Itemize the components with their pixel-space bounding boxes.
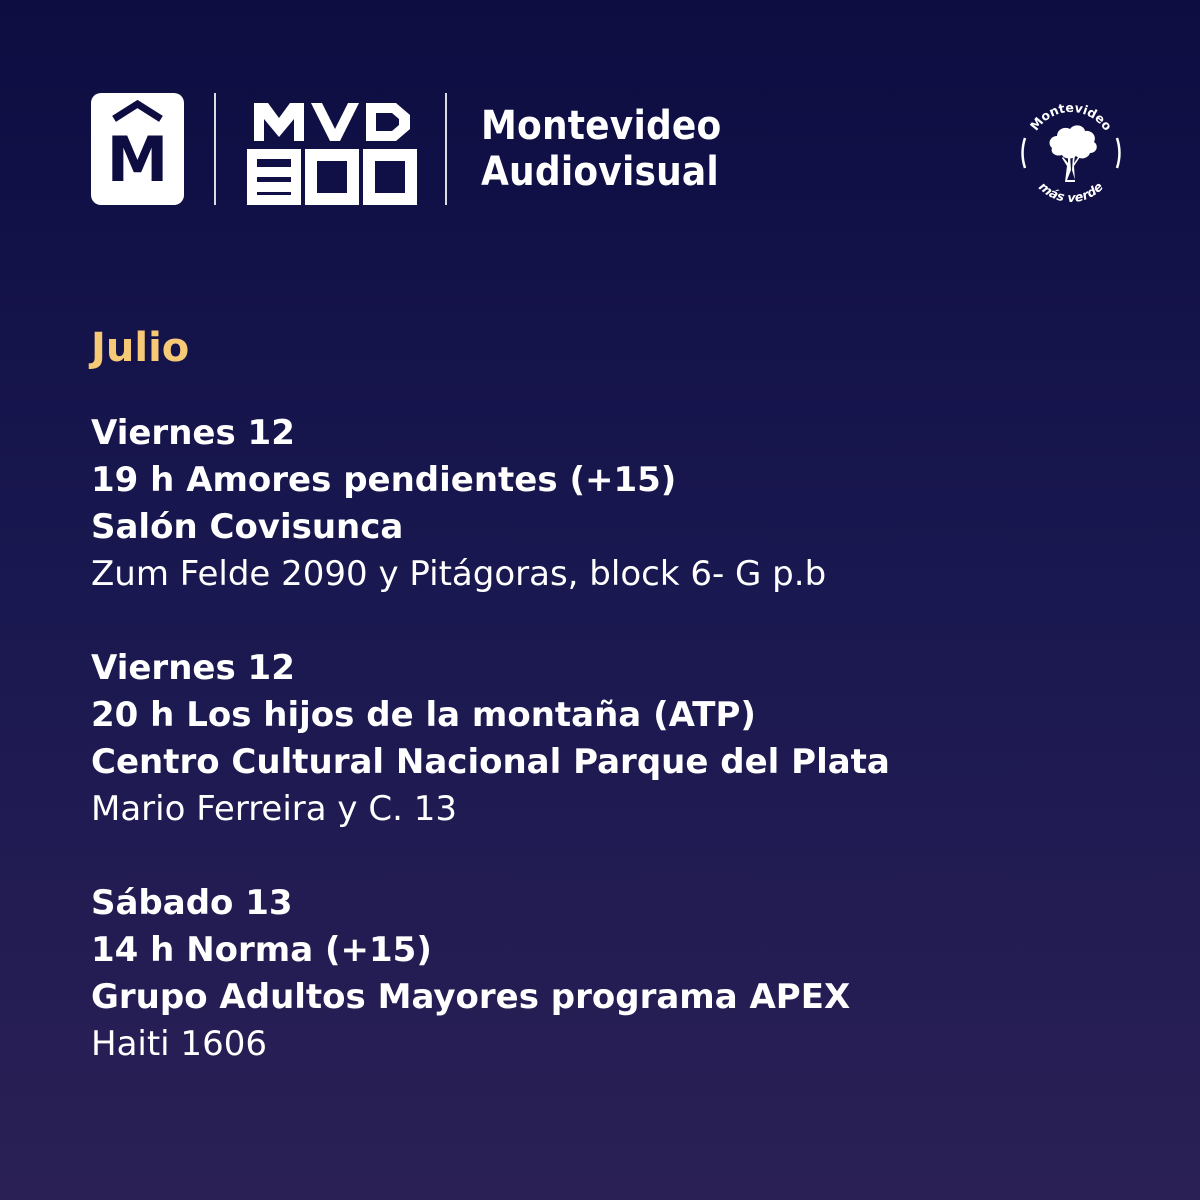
header-divider — [445, 93, 447, 205]
header — [91, 93, 721, 205]
event-address: Haiti 1606 — [91, 1024, 267, 1064]
event-date: Viernes 12 — [91, 648, 295, 688]
event-venue: Centro Cultural Nacional Parque del Plata — [91, 742, 890, 782]
tree-icon — [1050, 125, 1097, 182]
event-date: Sábado 13 — [91, 883, 293, 923]
municipal-logo-icon — [91, 93, 184, 205]
event-venue: Grupo Adultos Mayores programa APEX — [91, 977, 851, 1017]
event-title: 20 h Los hijos de la montaña (ATP) — [91, 695, 756, 735]
badge-bottom-text: más verde — [1036, 178, 1106, 206]
event-venue: Salón Covisunca — [91, 507, 404, 547]
event-address: Zum Felde 2090 y Pitágoras, block 6- G p.b — [91, 554, 827, 594]
event-title: 14 h Norma (+15) — [91, 930, 432, 970]
montevideo-mas-verde-badge — [1017, 98, 1125, 206]
municipal-logo — [91, 93, 184, 205]
svg-text:más verde — [1036, 179, 1106, 205]
brand-line: Audiovisual — [481, 149, 719, 195]
municipal-logo-letter: M — [106, 123, 169, 196]
event-item — [91, 410, 1151, 598]
brand-title — [481, 93, 721, 205]
badge-top-text: Montevideo — [1026, 99, 1116, 134]
event-address: Mario Ferreira y C. 13 — [91, 789, 457, 829]
event-title: 19 h Amores pendientes (+15) — [91, 460, 677, 500]
event-item — [91, 645, 1151, 833]
mvd300-logo — [247, 93, 417, 205]
brand-line: Montevideo — [481, 103, 722, 149]
events-list — [91, 410, 1151, 1115]
header-divider — [214, 93, 216, 205]
month-heading: Julio — [91, 325, 190, 371]
event-date: Viernes 12 — [91, 413, 295, 453]
event-item — [91, 880, 1151, 1068]
